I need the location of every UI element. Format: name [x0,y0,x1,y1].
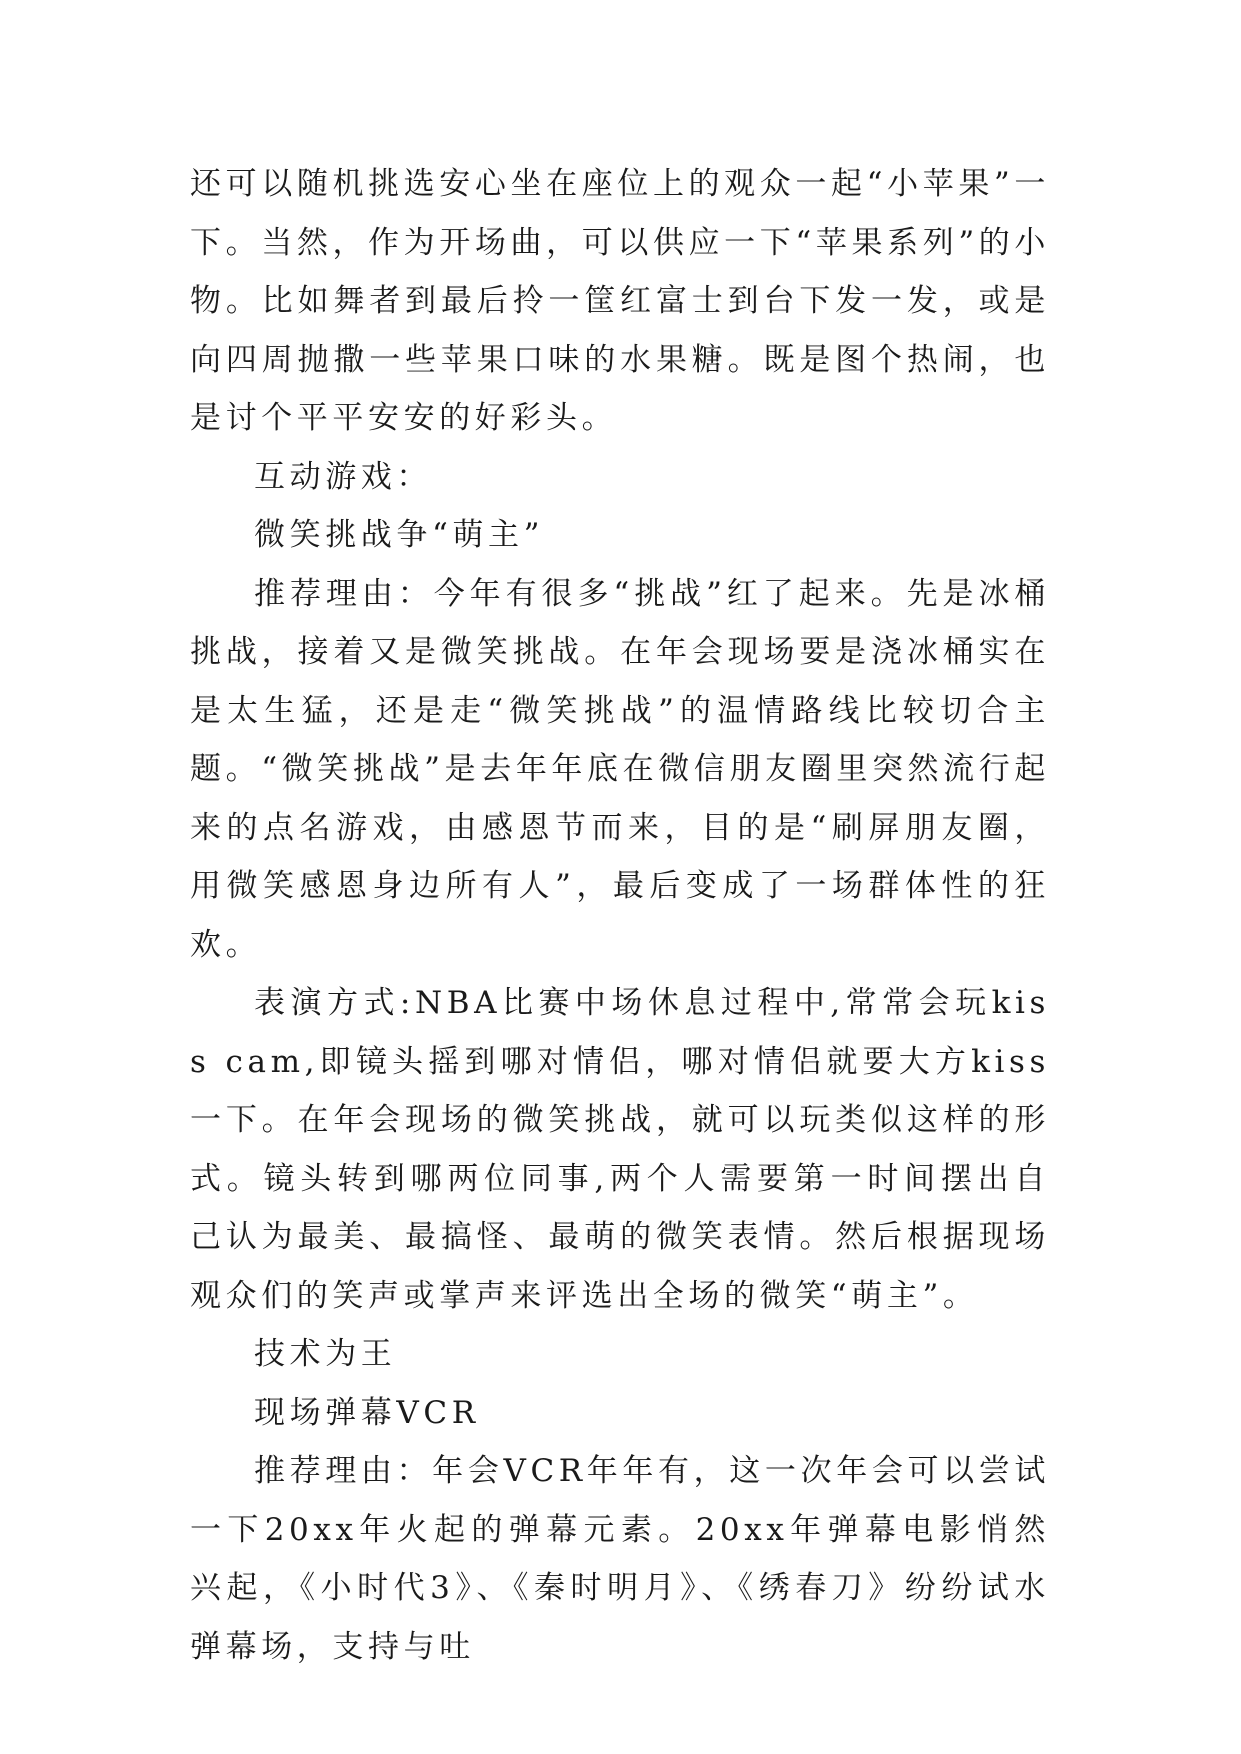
heading-smile-challenge: 微笑挑战争“萌主” [254,517,545,553]
heading-interactive-games: 互动游戏： [254,458,432,495]
paragraph-intro: 还可以随机挑选安心坐在座位上的观众一起“小苹果”一下。当然，作为开场曲，可以供应一下“苹果系列”的小物。比如舞者到最后拎一筐红富士到台下发一发，或是向四周抛撒一些苹果口味的水果糖。既是图个热闹，也是讨个平平安安的好彩头。 [190,166,1050,436]
heading-technology-is-king: 技术为王 [254,1336,397,1372]
document-body [190,155,1050,1676]
paragraph-recommend-reason-2: 推荐理由：年会VCR年年有，这一次年会可以尝试一下20xx年火起的弹幕元素。20xx年弹幕电影悄然兴起，《小时代3》、《秦时明月》、《绣春刀》纷纷试水弹幕场，支持与吐 [190,1453,1050,1665]
paragraph-performance-method: 表演方式:NBA比赛中场休息过程中,常常会玩kiss cam,即镜头摇到哪对情侣，哪对情侣就要大方kiss一下。在年会现场的微笑挑战，就可以玩类似这样的形式。镜头转到哪两位同事,两个人需要第一时间摆出自己认为最美、最搞怪、最萌的微笑表情。然后根据现场观众们的笑声或掌声来评选出全场的微笑“萌主”。 [190,985,1050,1314]
heading-live-danmaku-vcr: 现场弹幕VCR [254,1394,480,1431]
paragraph-recommend-reason-1: 推荐理由：今年有很多“挑战”红了起来。先是冰桶挑战，接着又是微笑挑战。在年会现场要是浇冰桶实在是太生猛，还是走“微笑挑战”的温情路线比较切合主题。“微笑挑战”是去年年底在微信朋友圈里突然流行起来的点名游戏，由感恩节而来，目的是“刷屏朋友圈，用微笑感恩身边所有人”，最后变成了一场群体性的狂欢。 [190,575,1050,963]
